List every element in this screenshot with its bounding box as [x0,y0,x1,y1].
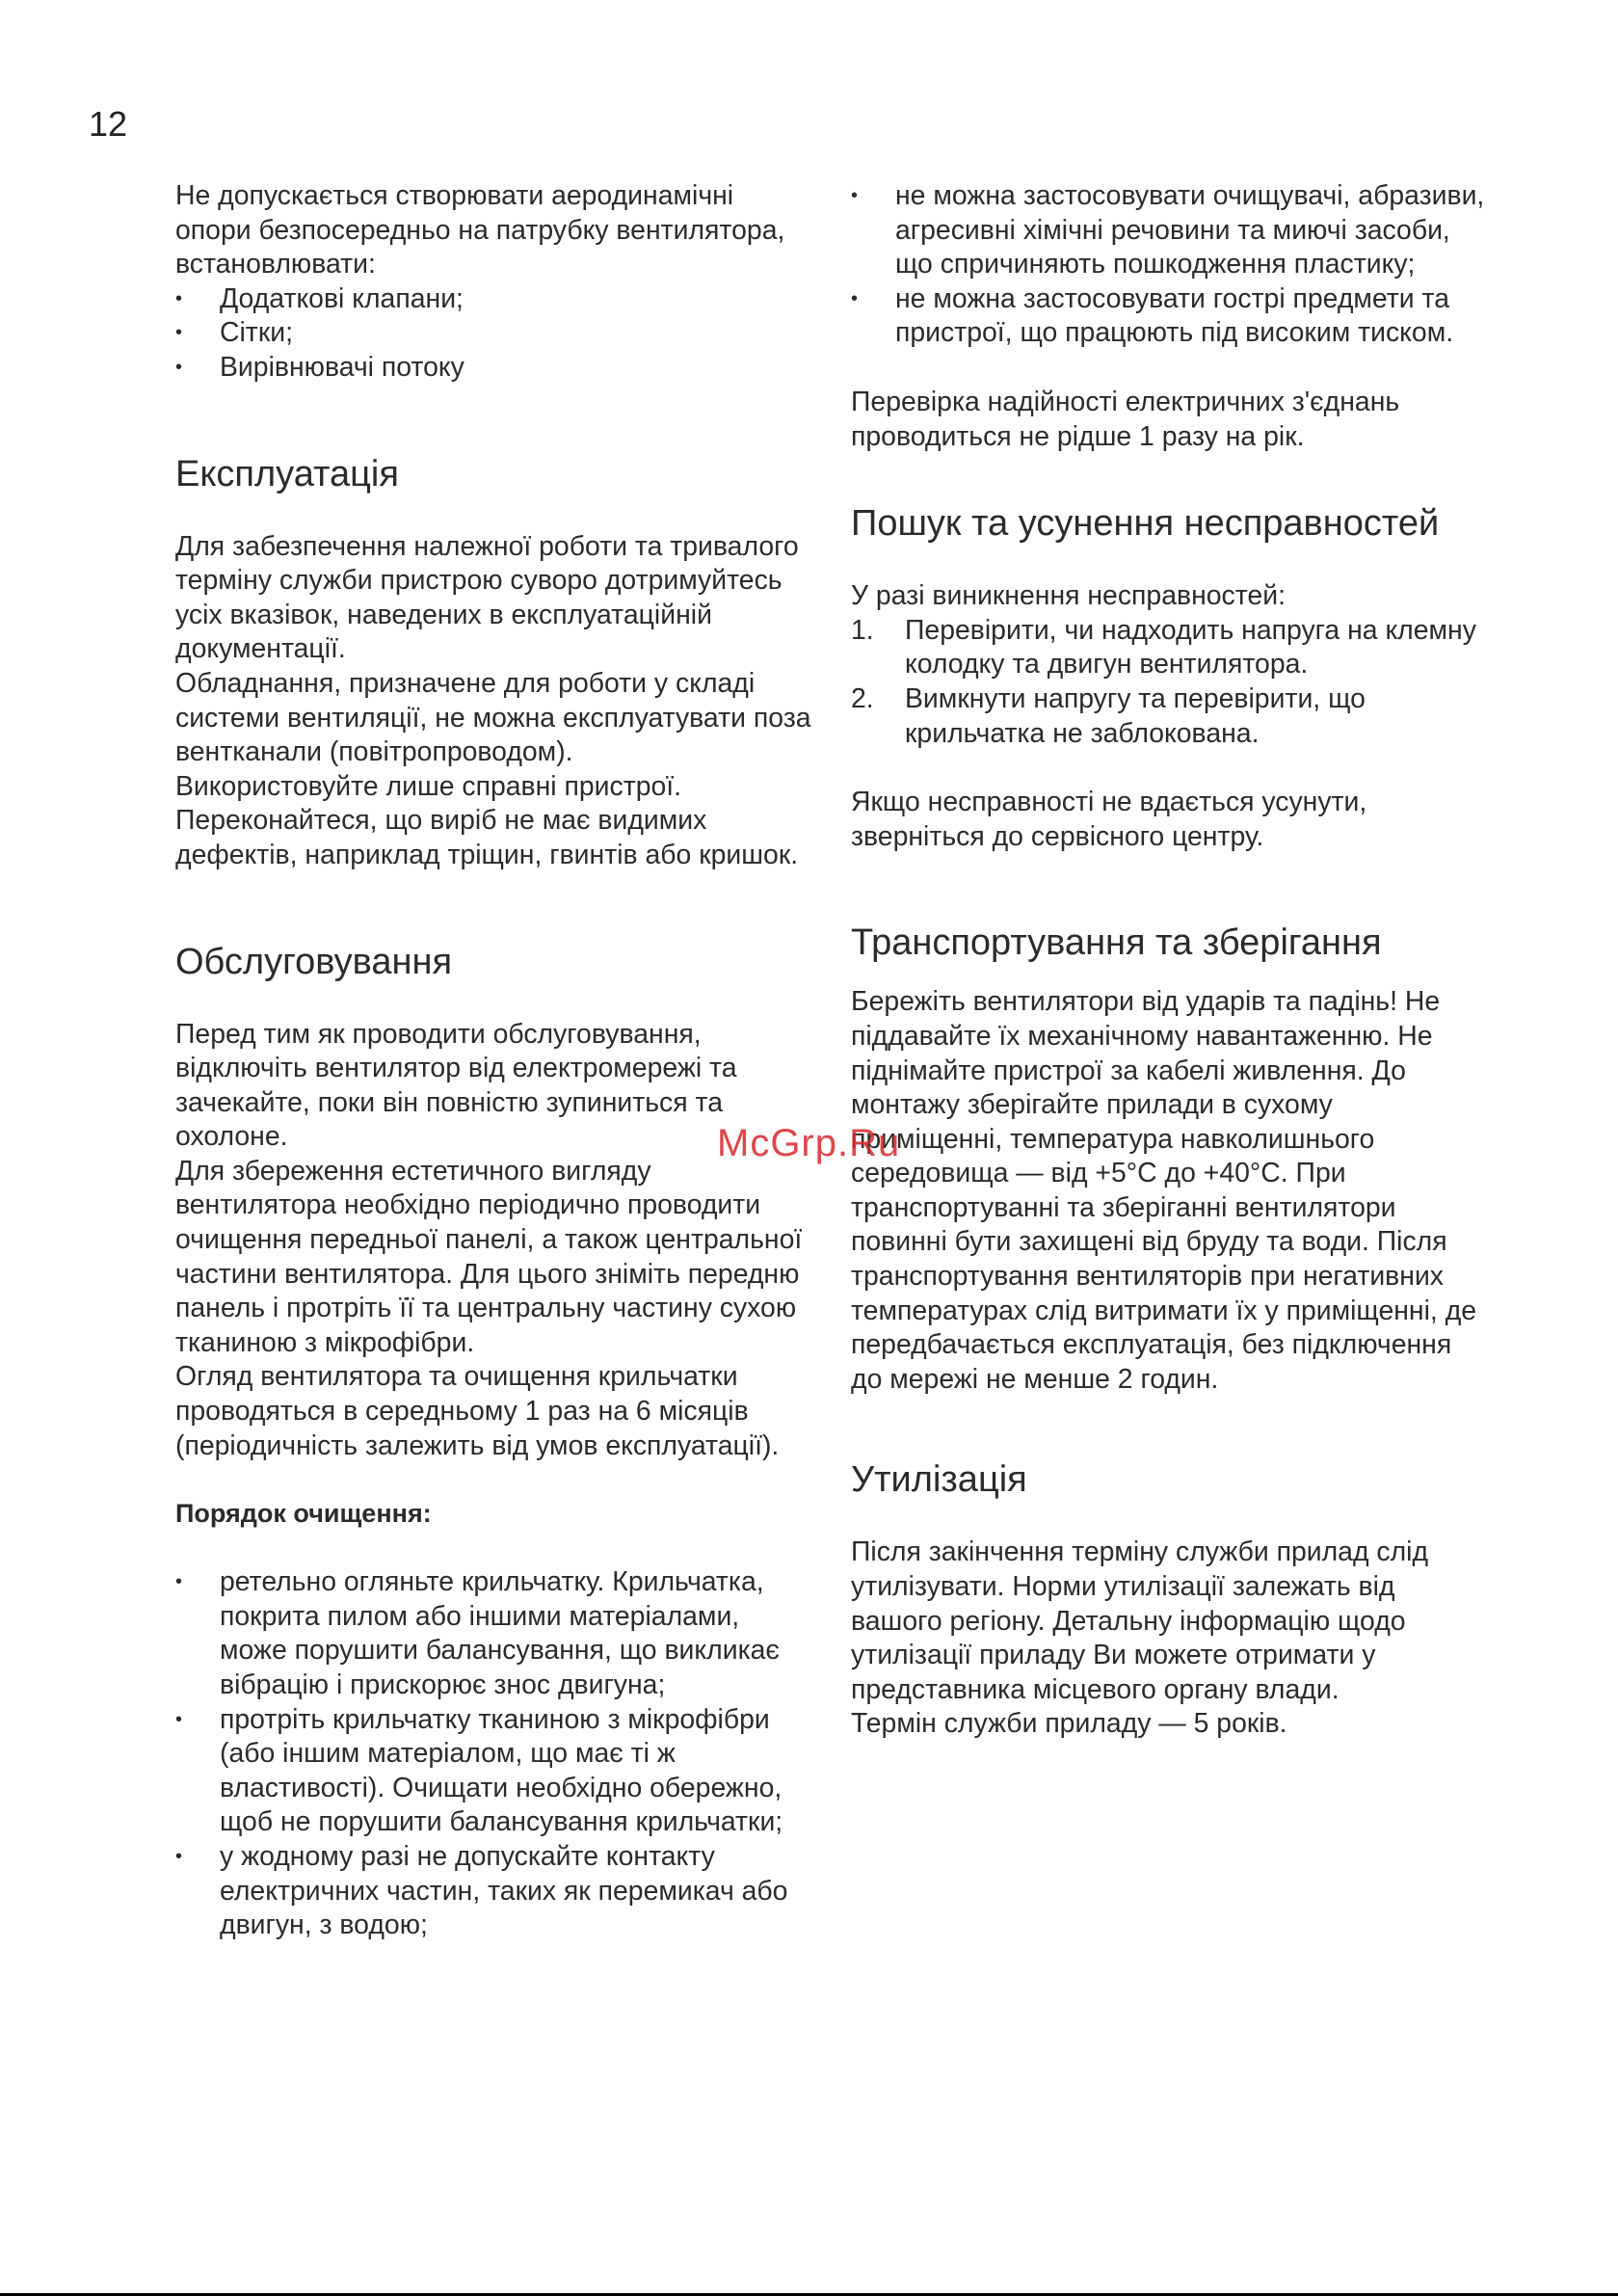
list-item: • не можна застосовувати гострі предмети та пристрої, що працюють під високим тиском. [851,282,1487,351]
list-item: • Вирівнювачі потоку [175,351,811,386]
list-item: • Додаткові клапани; [175,282,811,317]
intro-text: Не допускається створювати аеродинамічні опори безпосередньо на патрубку вентилятора, встановлювати: [175,180,785,280]
page-number: 12 [89,104,128,144]
step-number: 2. [851,682,874,714]
section-title-transport: Транспортування та зберігання [851,922,1382,964]
service-paragraph: Перед тим як проводити обслуговування, відключіть вентилятор від електромережі та зачекайте, поки він повністю зупиниться та охолоне. [175,1018,737,1153]
trouble-intro: У разі виникнення несправностей: [851,580,1286,612]
service-paragraph: Огляд вентилятора та очищення крильчатки проводяться в середньому 1 раз на 6 місяців (періодичність залежить від умов експлуатації). [175,1361,780,1461]
section-title-service: Обслуговування [175,941,453,982]
transport-text: Бережіть вентилятори від ударів та падінь! Не піддавайте їх механічному навантаженню. Не піднімайте пристрої за кабелі живлення. До монтажу зберігайте прилади в сухому приміщенні, температура навколишнього середовища — від +5°C до +40°C. При транспортуванні та зберіганні вентилятори повинні бути захищені від бруду та води. Після транспортування вентиляторів при негативних температурах слід витримати їх у приміщенні, де передбачається експлуатація, без підключення до мережі не менше 2 годин. [851,986,1477,1395]
operation-paragraph: Для забезпечення належної роботи та тривалого терміну служби пристрою суворо дотримуйтесь усіх вказівок, наведених в експлуатаційній документації. [175,530,799,665]
list-item: • не можна застосовувати очищувачі, абразиви, агресивні хімічні речовини та миючі засоби, що спричиняють пошкодження пластику; [851,179,1487,282]
step-number: 1. [851,614,874,646]
intro-list [175,282,811,386]
step-text: Перевірити, чи надходить напруга на клемну колодку та двигун вентилятора. [905,614,1476,681]
check-text: Перевірка надійності електричних з'єднань проводиться не рідше 1 разу на рік. [851,386,1400,452]
list-item: • протріть крильчатку тканиною з мікрофібри (або іншим матеріалом, що має ті ж властивості). Очищати необхідно обережно, щоб не порушити балансування крильчатки; [175,1703,811,1840]
operation-paragraph: Обладнання, призначене для роботи у складі системи вентиляції, не можна експлуатувати поза вентканали (повітропроводом). [175,667,811,768]
list-item [851,682,1487,751]
step-text: Вимкнути напругу та перевірити, що крильчатка не заблокована. [905,682,1366,749]
operation-paragraph: Використовуйте лише справні пристрої. Переконайтеся, що виріб не має видимих дефектів, наприклад тріщин, гвинтів або кришок. [175,770,799,870]
disposal-life: Термін служби приладу — 5 років. [851,1708,1287,1740]
cleaning-list [175,1565,811,1943]
section-title-troubleshooting: Пошук та усунення несправностей [851,503,1440,545]
watermark: McGrp.Ru [717,1122,901,1164]
cleaning-title: Порядок очищення: [175,1499,432,1529]
trouble-outro: Якщо несправності не вдається усунути, зверніться до сервісного центру. [851,787,1367,852]
list-item: • у жодному разі не допускайте контакту електричних частин, таких як перемикач або двигун, з водою; [175,1840,811,1943]
right-column [851,179,1487,1742]
restrictions-list [851,179,1487,351]
list-item [851,614,1487,682]
disposal-text: Після закінчення терміну служби прилад слід утилізувати. Норми утилізації залежать від вашого регіону. Детальну інформацію щодо утилізації приладу Ви можете отримати у представника місцевого органу влади. [851,1536,1429,1705]
section-title-disposal: Утилізація [851,1459,1027,1501]
left-column [175,179,811,1943]
trouble-steps [851,614,1487,751]
section-title-operation: Експлуатація [175,453,399,494]
list-item: • Сітки; [175,316,811,351]
service-paragraph: Для збереження естетичного вигляду вентилятора необхідно періодично проводити очищення передньої панелі, а також центральної частини вентилятора. Для цього зніміть передню панель і протріть її та центральну частину сухою тканиною з мікрофібри. [175,1155,803,1358]
list-item: • ретельно огляньте крильчатку. Крильчатка, покрита пилом або іншими матеріалами, може порушити балансування, що викликає вібрацію і прискорює знос двигуна; [175,1565,811,1702]
